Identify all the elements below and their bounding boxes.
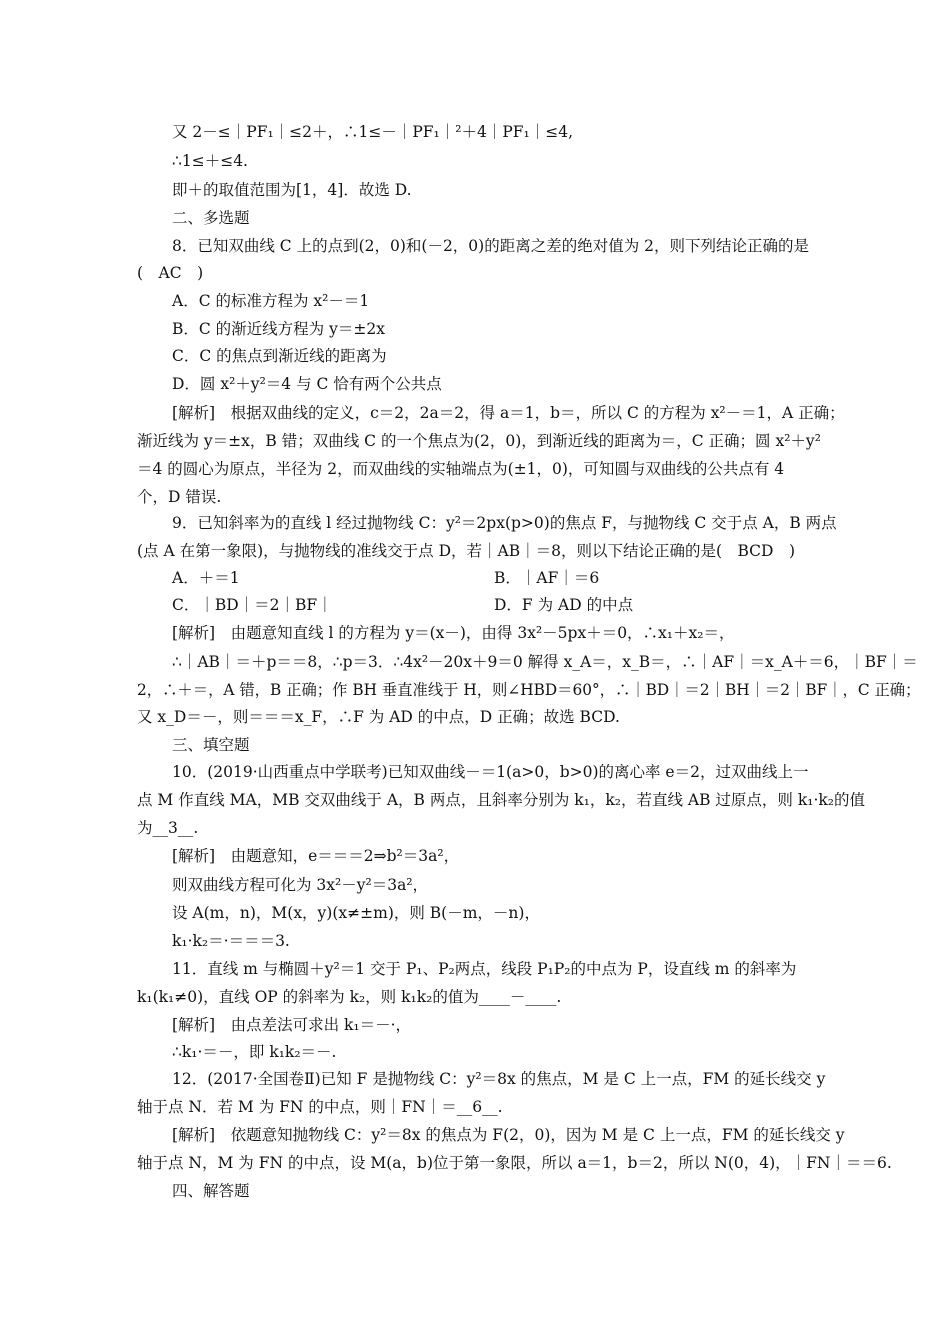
analysis-line: [解析] 由题意知直线 l 的方程为 y＝(x－)，由得 3x²－5px＋＝0，∴x₁＋x₂＝，	[172, 624, 735, 642]
question-10: 点 M 作直线 MA，MB 交双曲线于 A，B 两点，且斜率分别为 k₁，k₂，若直线 AB 过原点，则 k₁·k₂的值	[137, 791, 865, 809]
question-9: 9．已知斜率为的直线 l 经过抛物线 C：y²＝2px(p>0)的焦点 F，与抛物线 C 交于点 A，B 两点	[172, 514, 837, 532]
analysis-line: ∴k₁·＝－，即 k₁k₂＝－.	[172, 1043, 337, 1061]
question-8: 8．已知双曲线 C 上的点到(2，0)和(－2，0)的距离之差的绝对值为 2，则下列结论正确的是	[172, 237, 810, 255]
section-heading: 三、填空题	[172, 736, 250, 754]
question-12: 12．(2017·全国卷Ⅱ)已知 F 是抛物线 C：y²＝8x 的焦点，M 是 C 上一点，FM 的延长线交 y	[172, 1070, 826, 1088]
analysis-line: 个，D 错误.	[137, 488, 222, 506]
analysis-line: [解析] 由点差法可求出 k₁＝－·，	[172, 1016, 412, 1034]
analysis-line: 轴于点 N，M 为 FN 的中点，设 M(a，b)位于第一象限，所以 a＝1，b＝2，所以 N(0，4)，｜FN｜＝＝6.	[137, 1154, 892, 1172]
text-line: 即＋的取值范围为[1，4]．故选 D.	[172, 181, 412, 199]
option-a: A．C 的标准方程为 x²－＝1	[172, 292, 370, 310]
analysis-line: ＝4 的圆心为原点，半径为 2，而双曲线的实轴端点为(±1，0)，可知圆与双曲线的公共点有 4	[137, 460, 785, 478]
analysis-line: [解析] 根据双曲线的定义，c＝2，2a＝2，得 a＝1，b＝，所以 C 的方程为 x²－＝1，A 正确；	[172, 404, 845, 422]
analysis-line: 2，∴＋＝，A 错，B 正确；作 BH 垂直准线于 H，则∠HBD＝60°，∴｜BD｜＝2｜BH｜＝2｜BF｜，C 正确；	[137, 681, 921, 699]
question-8-answer: ( AC )	[137, 264, 204, 282]
analysis-line: [解析] 依题意知抛物线 C：y²＝8x 的焦点为 F(2，0)，因为 M 是 C 上一点，FM 的延长线交 y	[172, 1126, 845, 1144]
section-heading: 二、多选题	[172, 209, 250, 227]
analysis-line: k₁·k₂＝·＝＝＝3.	[172, 932, 290, 950]
question-11: 11．直线 m 与椭圆＋y²＝1 交于 P₁、P₂两点，线段 P₁P₂的中点为 P，设直线 m 的斜率为	[172, 960, 797, 978]
option-c: C．C 的焦点到渐近线的距离为	[172, 347, 387, 365]
option-b: B．｜AF｜＝6	[494, 569, 600, 587]
analysis-line: [解析] 由题意知，e＝＝＝2⇒b²＝3a²，	[172, 847, 460, 865]
question-10: 10．(2019·山西重点中学联考)已知双曲线－＝1(a>0，b>0)的离心率 e＝2，过双曲线上一	[172, 763, 809, 781]
analysis-line: 则双曲线方程可化为 3x²－y²＝3a²，	[172, 876, 429, 894]
option-b: B．C 的渐近线方程为 y＝±2x	[172, 320, 385, 338]
text-line: ∴1≤＋≤4.	[172, 152, 248, 170]
question-11: k₁(k₁≠0)，直线 OP 的斜率为 k₂，则 k₁k₂的值为____－____.	[137, 988, 562, 1006]
question-10-answer: 为__3__.	[137, 819, 199, 837]
analysis-line: 渐近线为 y＝±x，B 错；双曲线 C 的一个焦点为(2，0)，到渐近线的距离为＝，C 正确；圆 x²＋y²	[137, 432, 821, 450]
analysis-line: ∴｜AB｜＝＋p＝＝8，∴p＝3．∴4x²－20x＋9＝0 解得 x_A＝，x_B＝，∴｜AF｜＝x_A＋＝6，｜BF｜＝	[172, 653, 918, 671]
option-d: D．F 为 AD 的中点	[494, 596, 634, 614]
question-9: (点 A 在第一象限)，与抛物线的准线交于点 D，若｜AB｜＝8，则以下结论正确的是( BCD )	[137, 542, 796, 560]
analysis-line: 又 x_D＝－，则＝＝＝x_F，∴F 为 AD 的中点，D 正确；故选 BCD.	[137, 708, 620, 726]
option-c: C．｜BD｜＝2｜BF｜	[172, 596, 333, 614]
text-line: 又 2－≤｜PF₁｜≤2＋，∴1≤－｜PF₁｜²＋4｜PF₁｜≤4,	[172, 123, 574, 141]
analysis-line: 设 A(m，n)，M(x，y)(x≠±m)，则 B(－m，－n)，	[172, 904, 540, 922]
question-12: 轴于点 N．若 M 为 FN 的中点，则｜FN｜＝__6__.	[137, 1098, 503, 1116]
option-d: D．圆 x²＋y²＝4 与 C 恰有两个公共点	[172, 375, 442, 393]
section-heading: 四、解答题	[172, 1182, 250, 1200]
option-a: A．＋＝1	[172, 569, 240, 587]
